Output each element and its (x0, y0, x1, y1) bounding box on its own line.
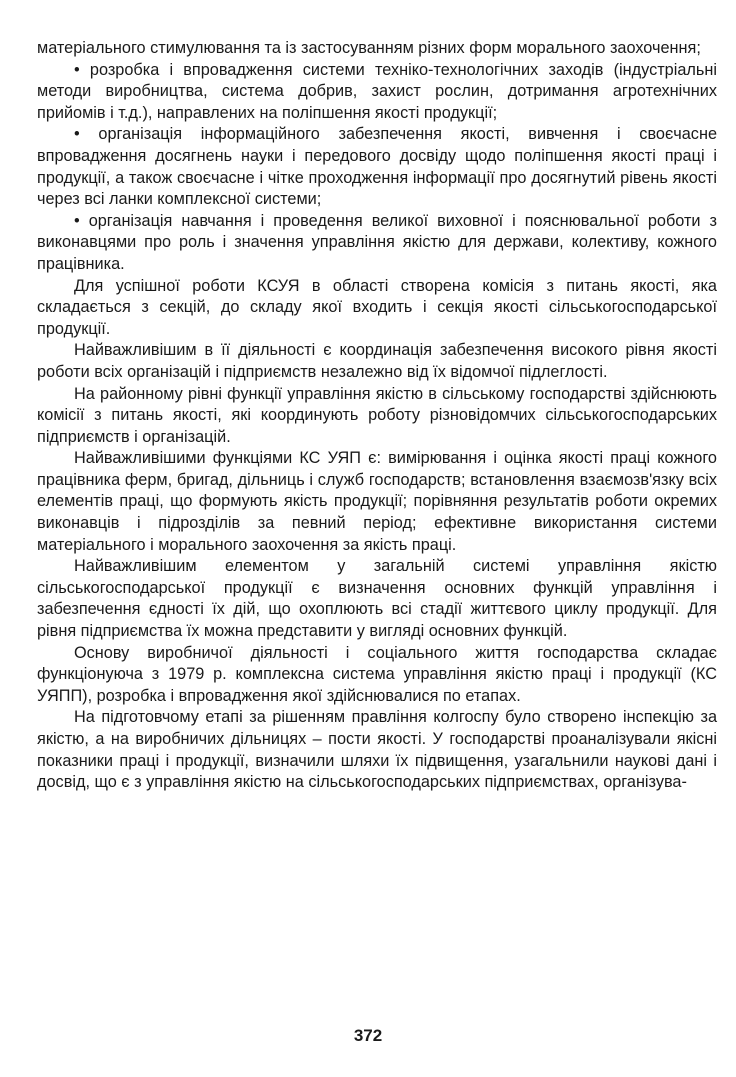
paragraph-functions: Найважливішими функціями КС УЯП є: вимірювання і оцінка якості праці кожного працівника ферм, бригад, дільниць і служб господарств; встановлення взаємозв'язку всіх елементів праці, що формують якість продукції; порівняння результатів роботи окремих виконавців і підрозділів за певний період; ефективне використання системи матеріального і морального заохочення за якість праці. (37, 449, 717, 554)
page-number: 372 (353, 1026, 383, 1045)
paragraph-key-element: Найважливішим елементом у загальній системі управління якістю сільськогосподарської продукції є визначення основних функцій управління і забезпечення єдності їх дій, що охоплюють всі стадії життєвого циклу продукції. Для рівня підприємства їх можна представити у вигляді основних функцій. (37, 557, 717, 641)
paragraph-continuation: матеріального стимулювання та із застосуванням різних форм морального заохочення; (37, 39, 701, 57)
paragraph-basis: Основу виробничої діяльності і соціального життя господарства складає функціонуюча з 1979 р. комплексна система управління якістю праці і продукції (КС УЯПП), розробка і впровадження якої здійснювалися по етапах. (37, 643, 717, 705)
page-body (37, 38, 717, 794)
paragraph-bullet-information: • організація інформаційного забезпечення якості, вивчення і своєчасне впровадження досягнень науки і передового досвіду щодо поліпшення якості праці і продукції, а також своєчасне і чітке проходження інформації про досягнутий рівень якості через всі ланки комплексної системи; (37, 125, 717, 209)
paragraph-commission: Для успішної роботи КСУЯ в області створена комісія з питань якості, яка складається з секцій, до складу якої входить і секція якості сільськогосподарської продукції. (37, 276, 717, 338)
paragraph-bullet-training: • організація навчання і проведення великої виховної і пояснювальної роботи з виконавцями про роль і значення управління якістю для держави, колективу, кожного працівника. (37, 211, 717, 273)
paragraph-preparatory-stage: На підготовчому етапі за рішенням правління колгоспу було створено інспекцію за якістю, а на виробничих дільницях – пости якості. У господарстві проаналізували якісні показники праці і продукції, визначили шляхи їх підвищення, узагальнили наукові дані і досвід, що є з управління якістю на сільськогосподарських підприємствах, організува- (37, 708, 717, 792)
paragraph-district-level: На районному рівні функції управління якістю в сільському господарстві здійснюють комісії з питань якості, які координують роботу різновідомчих сільськогосподарських підприємств і організацій. (37, 384, 717, 446)
paragraph-bullet-technology: • розробка і впровадження системи техніко-технологічних заходів (індустріальні методи виробництва, система добрив, захист рослин, дотримання агротехнічних прийомів і т.д.), направлених на поліпшення якості продукції; (37, 60, 717, 122)
paragraph-coordination: Найважливішим в її діяльності є координація забезпечення високого рівня якості роботи всіх організацій і підприємств незалежно від їх відомчої підлеглості. (37, 341, 717, 381)
